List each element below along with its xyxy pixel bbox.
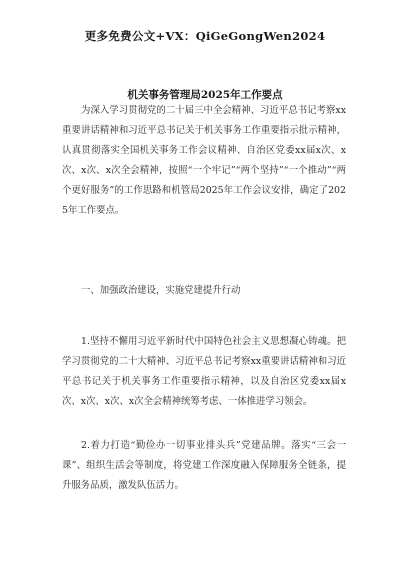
- section-heading: [62, 281, 346, 301]
- section-heading-text: 一、加强政治建设，实施党建提升行动: [81, 285, 241, 296]
- promo-header: 更多免费公文+VX：QiGeGongWen2024: [84, 29, 326, 43]
- document-title: 机关事务管理局2025年工作要点: [127, 89, 283, 101]
- list-item-1-text: 1.坚持不懈用习近平新时代中国特色社会主义思想凝心铸魂。把学习贯彻党的二十大精神、习近平总书记考察xx重要讲话精神和习近平总书记关于机关事务工作重要指示精神，以及自治区党委xx届x次、x次、x次、x次全会精神统筹考虑、一体推进学习领会。: [62, 336, 346, 407]
- list-item-2: [62, 436, 346, 496]
- list-item-1: [62, 332, 346, 412]
- list-item-2-text: 2.着力打造“勤俭办一切事业排头兵”党建品牌。落实“三会一课”、组织生活会等制度，将党建工作深度融入保障服务全链条，提升服务品质，激发队伍活力。: [62, 440, 346, 491]
- intro-paragraph: [62, 101, 346, 221]
- intro-text: 为深入学习贯彻党的二十届三中全会精神、习近平总书记考察xx重要讲话精神和习近平总书记关于机关事务工作重要指示批示精神，认真贯彻落实全国机关事务工作会议精神、自治区党委xx届x次、x次、x次、x次全会精神，按照“一个牢记”“两个坚持”“一个推动”“两个更好服务”的工作思路和机管局2025年工作会议安排，确定了2025年工作要点。: [62, 105, 346, 216]
